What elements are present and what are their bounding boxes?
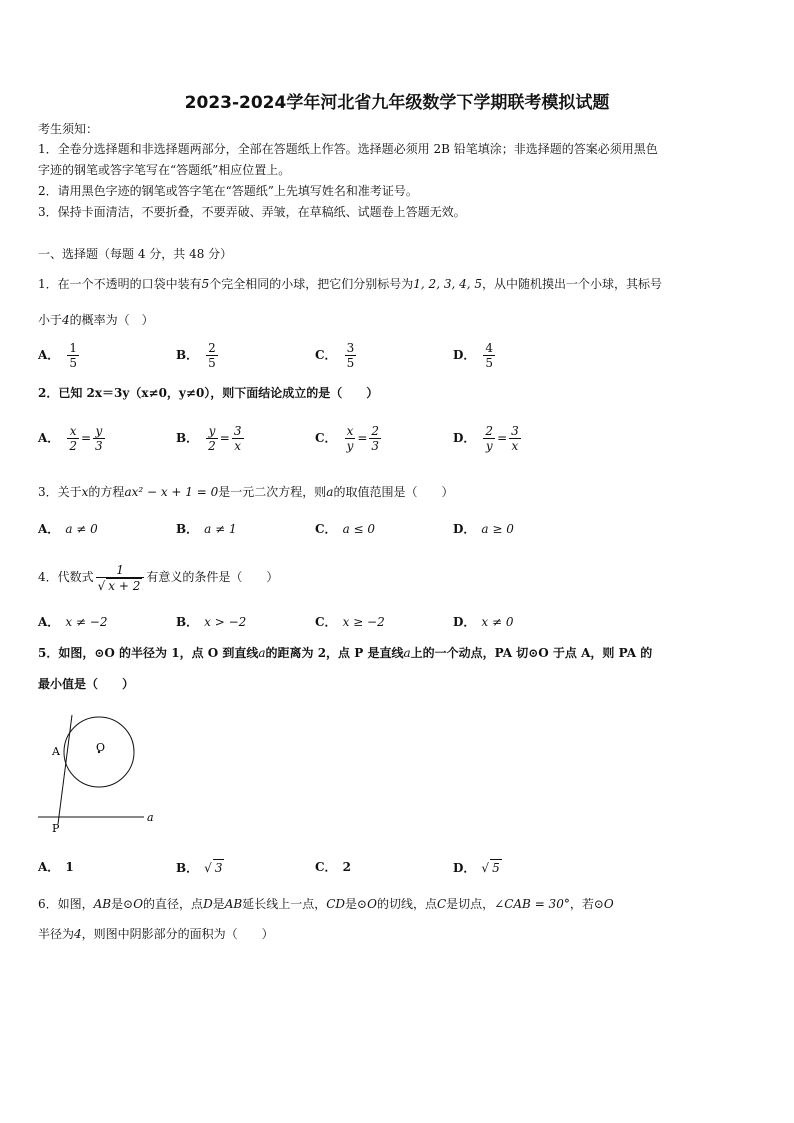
q4-option-d[interactable]: D． x ≠ 0 <box>453 615 514 629</box>
exam-title: 2023-2024学年河北省九年级数学下学期联考模拟试题 <box>184 93 610 113</box>
q3-option-b[interactable]: B． a ≠ 1 <box>176 522 237 536</box>
q5-option-d[interactable]: D． √ 5 <box>453 861 500 875</box>
q3-option-d[interactable]: D． a ≥ 0 <box>453 522 514 536</box>
notice-item-1: 1．全卷分选择题和非选择题两部分，全部在答题纸上作答。选择题必须用 2B 铅笔填涂；非选择题的答案必须用黑色 <box>38 142 658 156</box>
question-1-line-1: 1．在一个不透明的口袋中装有5个完全相同的小球，把它们分别标号为1, 2, 3, 4, 5，从中随机摸出一个小球，其标号 <box>38 277 663 291</box>
question-5-line-1: 5．如图，⊙O 的半径为 1，点 O 到直线a的距离为 2，点 P 是直线a上的一个动点，PA 切⊙O 于点 A，则 PA 的 <box>38 646 653 660</box>
q2-option-a[interactable]: A． $\frac{x}{2}$ = $\frac{y}{3}$ <box>38 424 103 453</box>
q2-option-b[interactable]: B． $\frac{y}{2}$ = $\frac{3}{x}$ <box>176 424 242 453</box>
notice-item-3: 3．保持卡面清洁，不要折叠，不要弄破、弄皱，在草稿纸、试题卷上答题无效。 <box>38 205 466 219</box>
question-3: 3．关于x的方程ax² − x + 1 = 0是一元二次方程，则a的取值范围是（ ） <box>38 485 454 499</box>
q3-option-a[interactable]: A． a ≠ 0 <box>38 522 98 536</box>
tangent-line-pa <box>58 715 72 824</box>
question-6-line-2: 半径为4，则图中阴影部分的面积为（ ） <box>38 927 274 941</box>
q4-option-a[interactable]: A． x ≠ −2 <box>38 615 108 629</box>
label-P: P <box>52 822 60 835</box>
q1-option-b[interactable]: B． $\frac{2}{5}$ <box>176 341 216 370</box>
q3-option-c[interactable]: C． a ≤ 0 <box>315 522 376 536</box>
notice-item-2: 2．请用黑色字迹的钢笔或答字笔在“答题纸”上先填写姓名和准考证号。 <box>38 184 418 198</box>
label-O: O <box>96 741 106 754</box>
question-2: 2．已知 2x＝3y（x≠0，y≠0），则下面结论成立的是（ ） <box>38 386 379 400</box>
notice-item-1-cont: 字迹的钢笔或答字笔写在“答题纸”相应位置上。 <box>38 163 291 177</box>
notice-heading: 考生须知： <box>38 122 99 136</box>
q1-option-a[interactable]: A． $\frac{1}{5}$ <box>38 341 77 370</box>
label-a: a <box>147 811 154 824</box>
q4-option-b[interactable]: B． x > −2 <box>176 615 247 629</box>
q5-option-a[interactable]: A． 1 <box>38 860 74 874</box>
question-1-line-2: 小于4的概率为（ ） <box>38 313 154 327</box>
q2-option-c[interactable]: C． $\frac{x}{y}$ = $\frac{2}{3}$ <box>315 424 380 453</box>
section-heading: 一、选择题（每题 4 分，共 48 分） <box>38 247 233 261</box>
q1-option-d[interactable]: D． $\frac{4}{5}$ <box>453 341 494 370</box>
q1-option-c[interactable]: C． $\frac{3}{5}$ <box>315 341 355 370</box>
question-5-line-2: 最小值是（ ） <box>38 677 135 691</box>
q4-option-c[interactable]: C． x ≥ −2 <box>315 615 385 629</box>
q2-option-d[interactable]: D． $\frac{2}{y}$ = $\frac{3}{x}$ <box>453 424 519 453</box>
label-A: A <box>52 745 60 758</box>
q5-option-b[interactable]: B． √ 3 <box>176 861 223 875</box>
q5-option-c[interactable]: C． 2 <box>315 860 351 874</box>
q5-figure <box>36 712 166 837</box>
question-4: 4．代数式 $\frac{1}{√ x + 2}$ 有意义的条件是（ ） <box>38 562 279 593</box>
question-6-line-1: 6．如图，AB是⊙O的直径，点D是AB延长线上一点，CD是⊙O的切线，点C是切点，∠CAB = 30°，若⊙O <box>38 897 614 911</box>
